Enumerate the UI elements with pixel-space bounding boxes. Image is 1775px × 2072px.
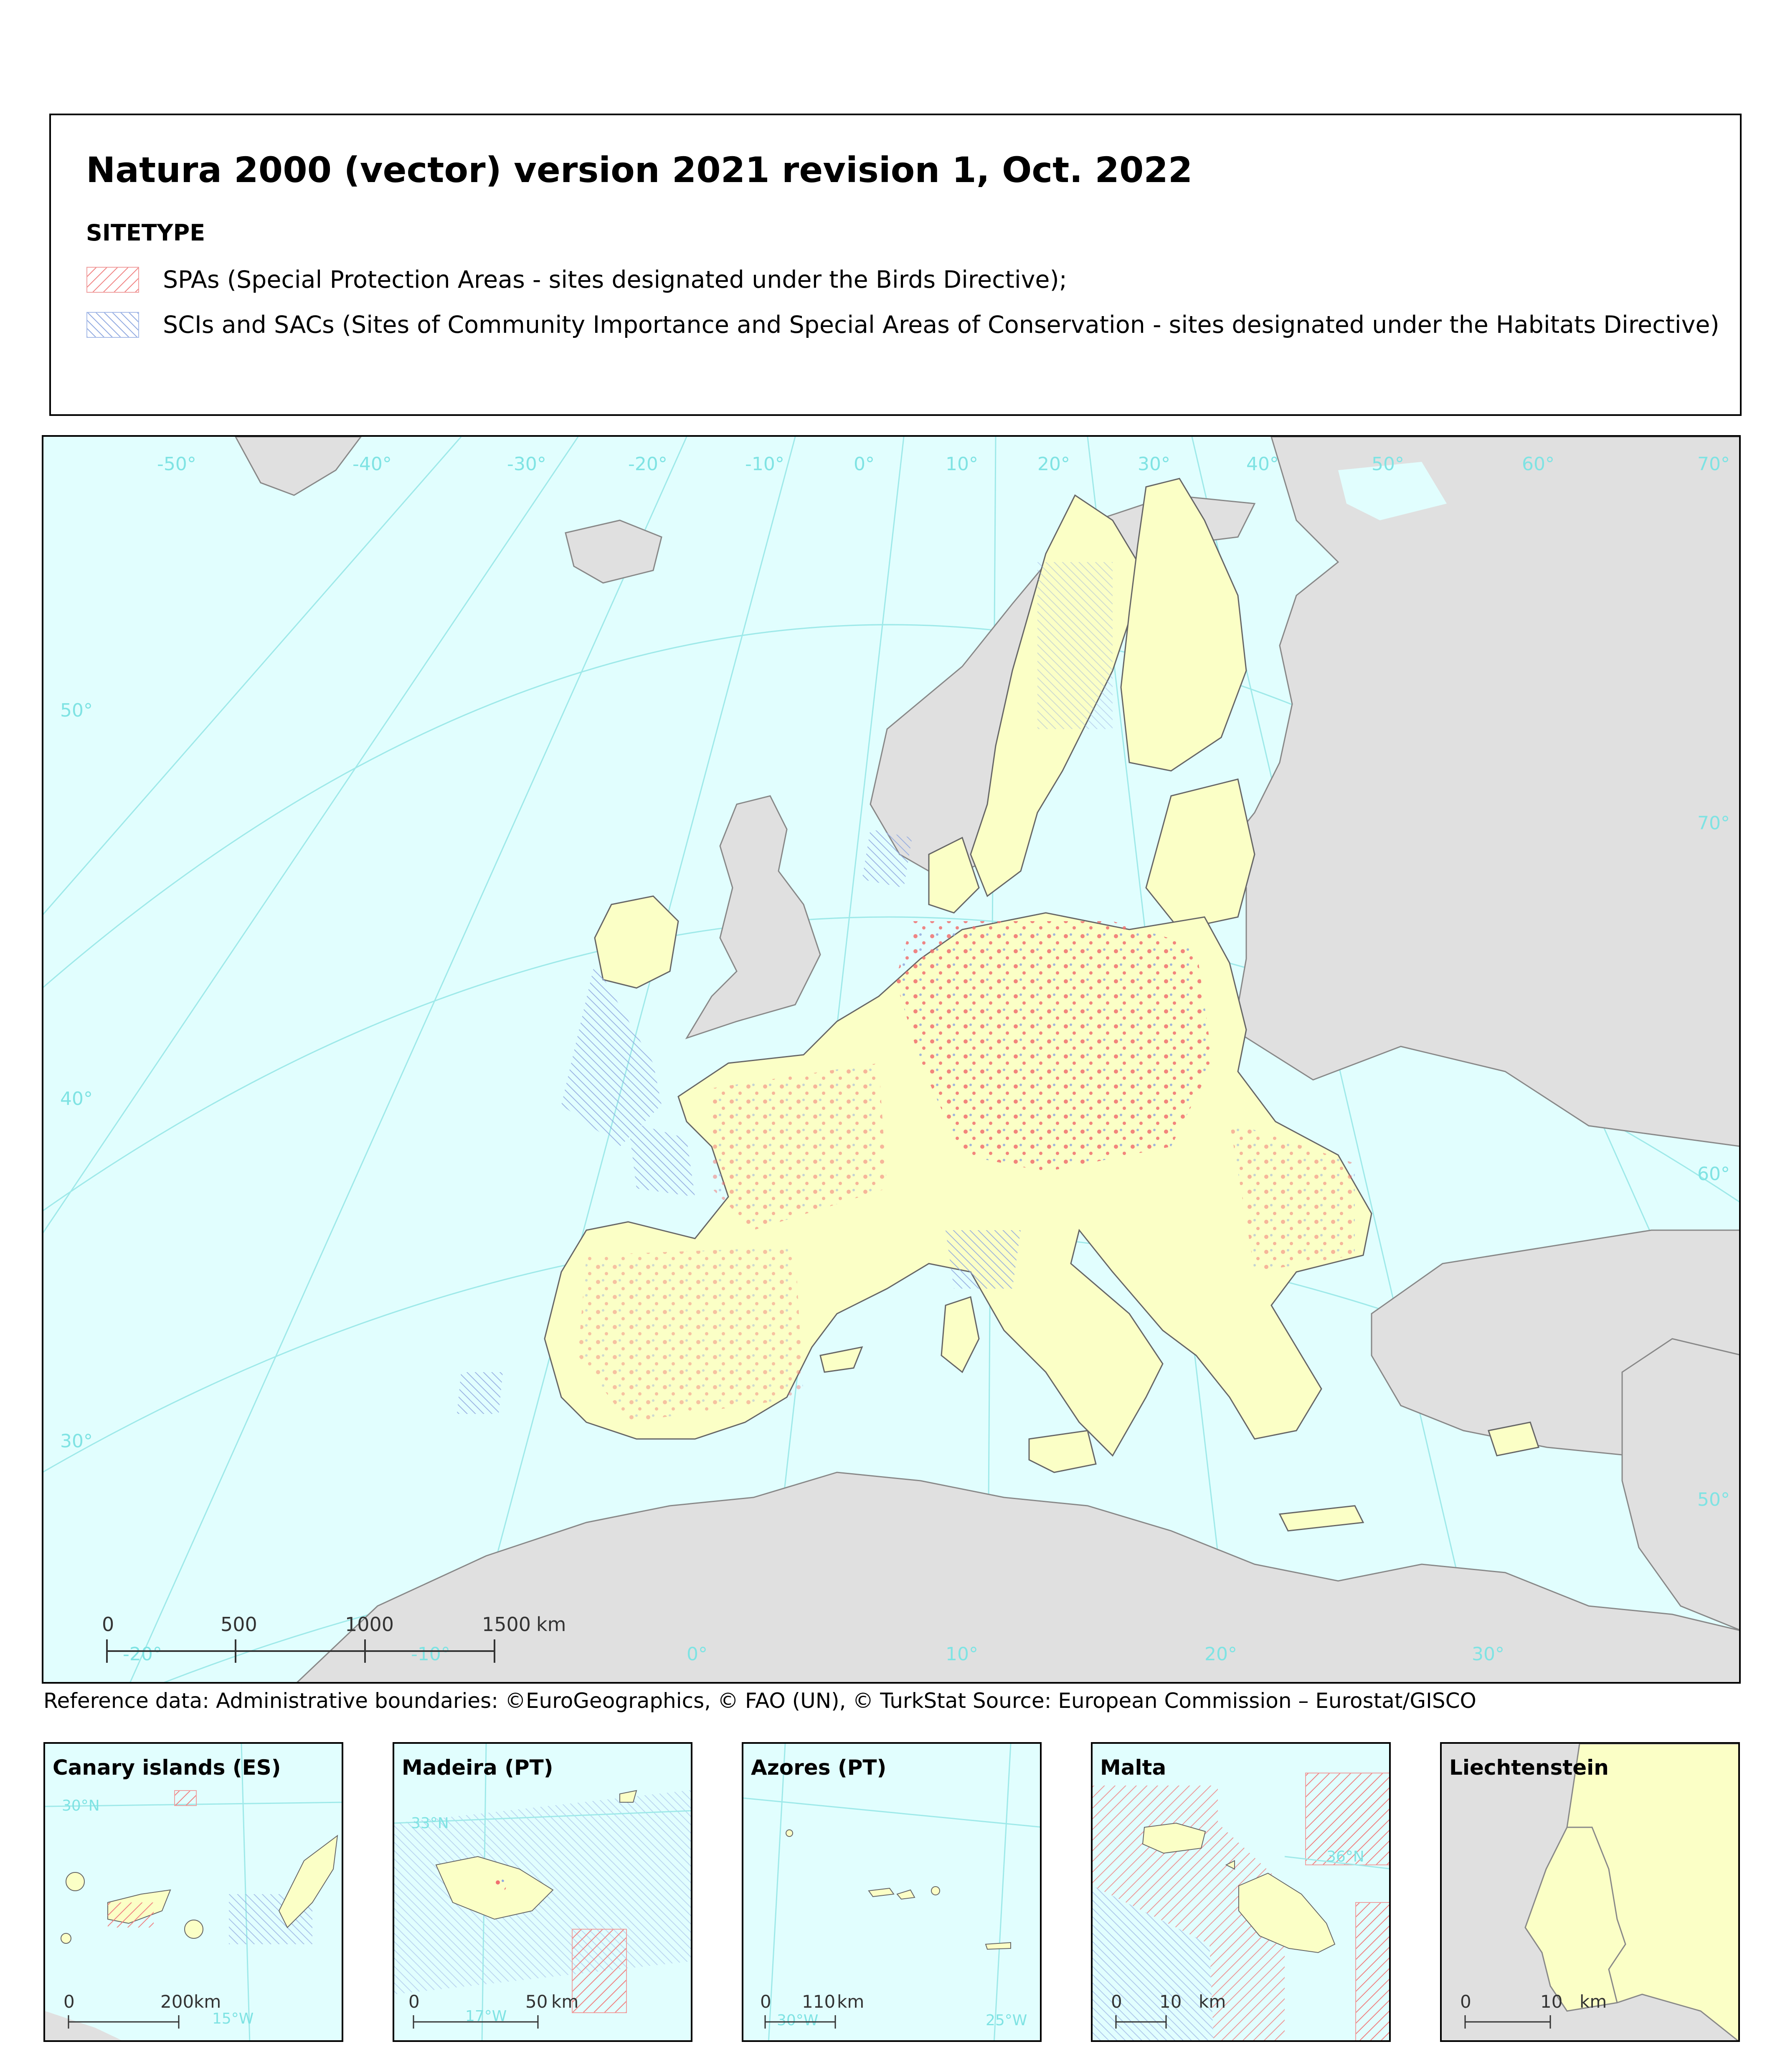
main-map[interactable] bbox=[42, 435, 1741, 1684]
inset-liechtenstein-canvas bbox=[1442, 1744, 1740, 2042]
inset-liechtenstein-title: Liechtenstein bbox=[1449, 1755, 1609, 1780]
lon-label-e50: 50° bbox=[1372, 453, 1404, 475]
liechtenstein-scale-max: 10 bbox=[1540, 1991, 1563, 2012]
lon-label-w20: -20° bbox=[628, 453, 667, 475]
map-canvas bbox=[43, 437, 1741, 1684]
inset-canary-canvas bbox=[45, 1744, 343, 2042]
lon-label-0: 0° bbox=[854, 453, 875, 475]
sardinia bbox=[941, 1297, 979, 1372]
atlantic-sci-offshore bbox=[561, 963, 662, 1147]
map-title: Natura 2000 (vector) version 2021 revision 1, Oct. 2022 bbox=[86, 149, 1193, 190]
bottom-label-w20: -20° bbox=[123, 1644, 162, 1665]
scale-tick-0: 0 bbox=[102, 1613, 114, 1636]
inset-malta-canvas bbox=[1093, 1744, 1391, 2042]
bottom-label-e20: 20° bbox=[1204, 1644, 1237, 1665]
canary-coord-lon: 15°W bbox=[212, 2010, 254, 2027]
azores-scale-0: 0 bbox=[760, 1991, 771, 2012]
legend-item-spa bbox=[86, 263, 1067, 296]
inset-malta-title: Malta bbox=[1100, 1755, 1166, 1780]
inset-madeira-title: Madeira (PT) bbox=[402, 1755, 553, 1780]
legend-box bbox=[49, 114, 1742, 416]
iberia-spa bbox=[578, 1247, 804, 1422]
azores-scale-max: 110 bbox=[802, 1991, 836, 2012]
madeira-scale-0: 0 bbox=[408, 1991, 420, 2012]
inset-madeira[interactable] bbox=[393, 1742, 692, 2042]
malta-scale-unit: km bbox=[1199, 1991, 1226, 2012]
ligurian-sci bbox=[946, 1230, 1021, 1289]
lon-label-e10: 10° bbox=[946, 453, 978, 475]
madeira-scale-unit: km bbox=[551, 1991, 579, 2012]
sicily bbox=[1029, 1431, 1096, 1472]
inset-azores-title: Azores (PT) bbox=[751, 1755, 887, 1780]
inset-madeira-canvas bbox=[394, 1744, 692, 2042]
liechtenstein-scale-0: 0 bbox=[1460, 1991, 1471, 2012]
lat-label-right-70: 70° bbox=[1697, 813, 1730, 834]
legend-label-spa: SPAs (Special Protection Areas - sites designated under the Birds Directive); bbox=[163, 266, 1067, 294]
north-sea-sci bbox=[862, 829, 912, 888]
legend-heading: SITETYPE bbox=[86, 220, 205, 246]
canary-scale-max: 200 bbox=[160, 1991, 194, 2012]
lat-label-50: 50° bbox=[60, 700, 93, 721]
lon-label-e60: 60° bbox=[1522, 453, 1554, 475]
lon-label-w10: -10° bbox=[745, 453, 784, 475]
bottom-label-0: 0° bbox=[687, 1644, 707, 1665]
crete bbox=[1280, 1506, 1363, 1531]
iceland bbox=[565, 520, 662, 583]
inset-canary-islands[interactable] bbox=[43, 1742, 343, 2042]
lat-label-right-50: 50° bbox=[1697, 1489, 1730, 1510]
sci-swatch-icon bbox=[86, 312, 139, 338]
great-britain bbox=[687, 796, 820, 1038]
inset-malta[interactable] bbox=[1091, 1742, 1391, 2042]
azores-coord-w25: 25°W bbox=[986, 2012, 1027, 2029]
scale-unit: km bbox=[536, 1613, 566, 1636]
ireland bbox=[595, 896, 678, 988]
azores-sci bbox=[457, 1372, 503, 1414]
lon-label-e30: 30° bbox=[1138, 453, 1170, 475]
scale-tick-1000: 1000 bbox=[345, 1613, 394, 1636]
scale-tick-500: 500 bbox=[221, 1613, 257, 1636]
madeira-coord-lat: 33°N bbox=[411, 1815, 449, 1832]
bottom-label-e10: 10° bbox=[946, 1644, 978, 1665]
baltics bbox=[1146, 779, 1255, 930]
lat-label-40: 40° bbox=[60, 1088, 93, 1109]
sweden-sci bbox=[1037, 562, 1113, 729]
lon-label-w30: -30° bbox=[507, 453, 546, 475]
greenland bbox=[236, 437, 361, 495]
malta-scale-0: 0 bbox=[1111, 1991, 1122, 2012]
canary-coord-lat: 30°N bbox=[62, 1797, 100, 1814]
lon-label-e40: 40° bbox=[1246, 453, 1279, 475]
scale-tick-1500: 1500 bbox=[482, 1613, 531, 1636]
inset-azores-canvas bbox=[743, 1744, 1042, 2042]
reference-text: Reference data: Administrative boundaries: ©EuroGeographics, © FAO (UN), © TurkStat Source: European Commission – Eurostat/GISCO bbox=[43, 1689, 1476, 1713]
lon-label-w50: -50° bbox=[157, 453, 196, 475]
bottom-label-e30: 30° bbox=[1472, 1644, 1504, 1665]
lon-label-e70: 70° bbox=[1697, 453, 1730, 475]
biscay-sci bbox=[628, 1122, 695, 1197]
canary-scale-unit: km bbox=[194, 1991, 221, 2012]
lat-label-30: 30° bbox=[60, 1431, 93, 1452]
malta-scale-max: 10 bbox=[1159, 1991, 1182, 2012]
spa-swatch-icon bbox=[86, 266, 139, 293]
azores-scale-unit: km bbox=[837, 1991, 865, 2012]
azores-coord-w30: 30°W bbox=[777, 2012, 819, 2029]
inset-liechtenstein[interactable] bbox=[1440, 1742, 1740, 2042]
legend-item-sci bbox=[86, 308, 1719, 342]
bottom-label-w10: -10° bbox=[411, 1644, 450, 1665]
malta-coord-lat: 36°N bbox=[1326, 1848, 1364, 1865]
liechtenstein-scale-unit: km bbox=[1580, 1991, 1607, 2012]
middle-east bbox=[1622, 1339, 1741, 1631]
lon-label-w40: -40° bbox=[352, 453, 392, 475]
eastern-europe bbox=[1221, 437, 1741, 1147]
lat-label-right-60: 60° bbox=[1697, 1163, 1730, 1185]
inset-canary-title: Canary islands (ES) bbox=[53, 1755, 281, 1780]
madeira-coord-lon: 17°W bbox=[465, 2008, 507, 2025]
canary-scale-0: 0 bbox=[63, 1991, 75, 2012]
balearics bbox=[820, 1347, 862, 1372]
lon-label-e20: 20° bbox=[1037, 453, 1070, 475]
inset-azores[interactable] bbox=[742, 1742, 1042, 2042]
legend-label-sci: SCIs and SACs (Sites of Community Importance and Special Areas of Conservation - sites designated under the Habitats Directive) bbox=[163, 311, 1719, 339]
madeira-scale-max: 50 bbox=[525, 1991, 548, 2012]
